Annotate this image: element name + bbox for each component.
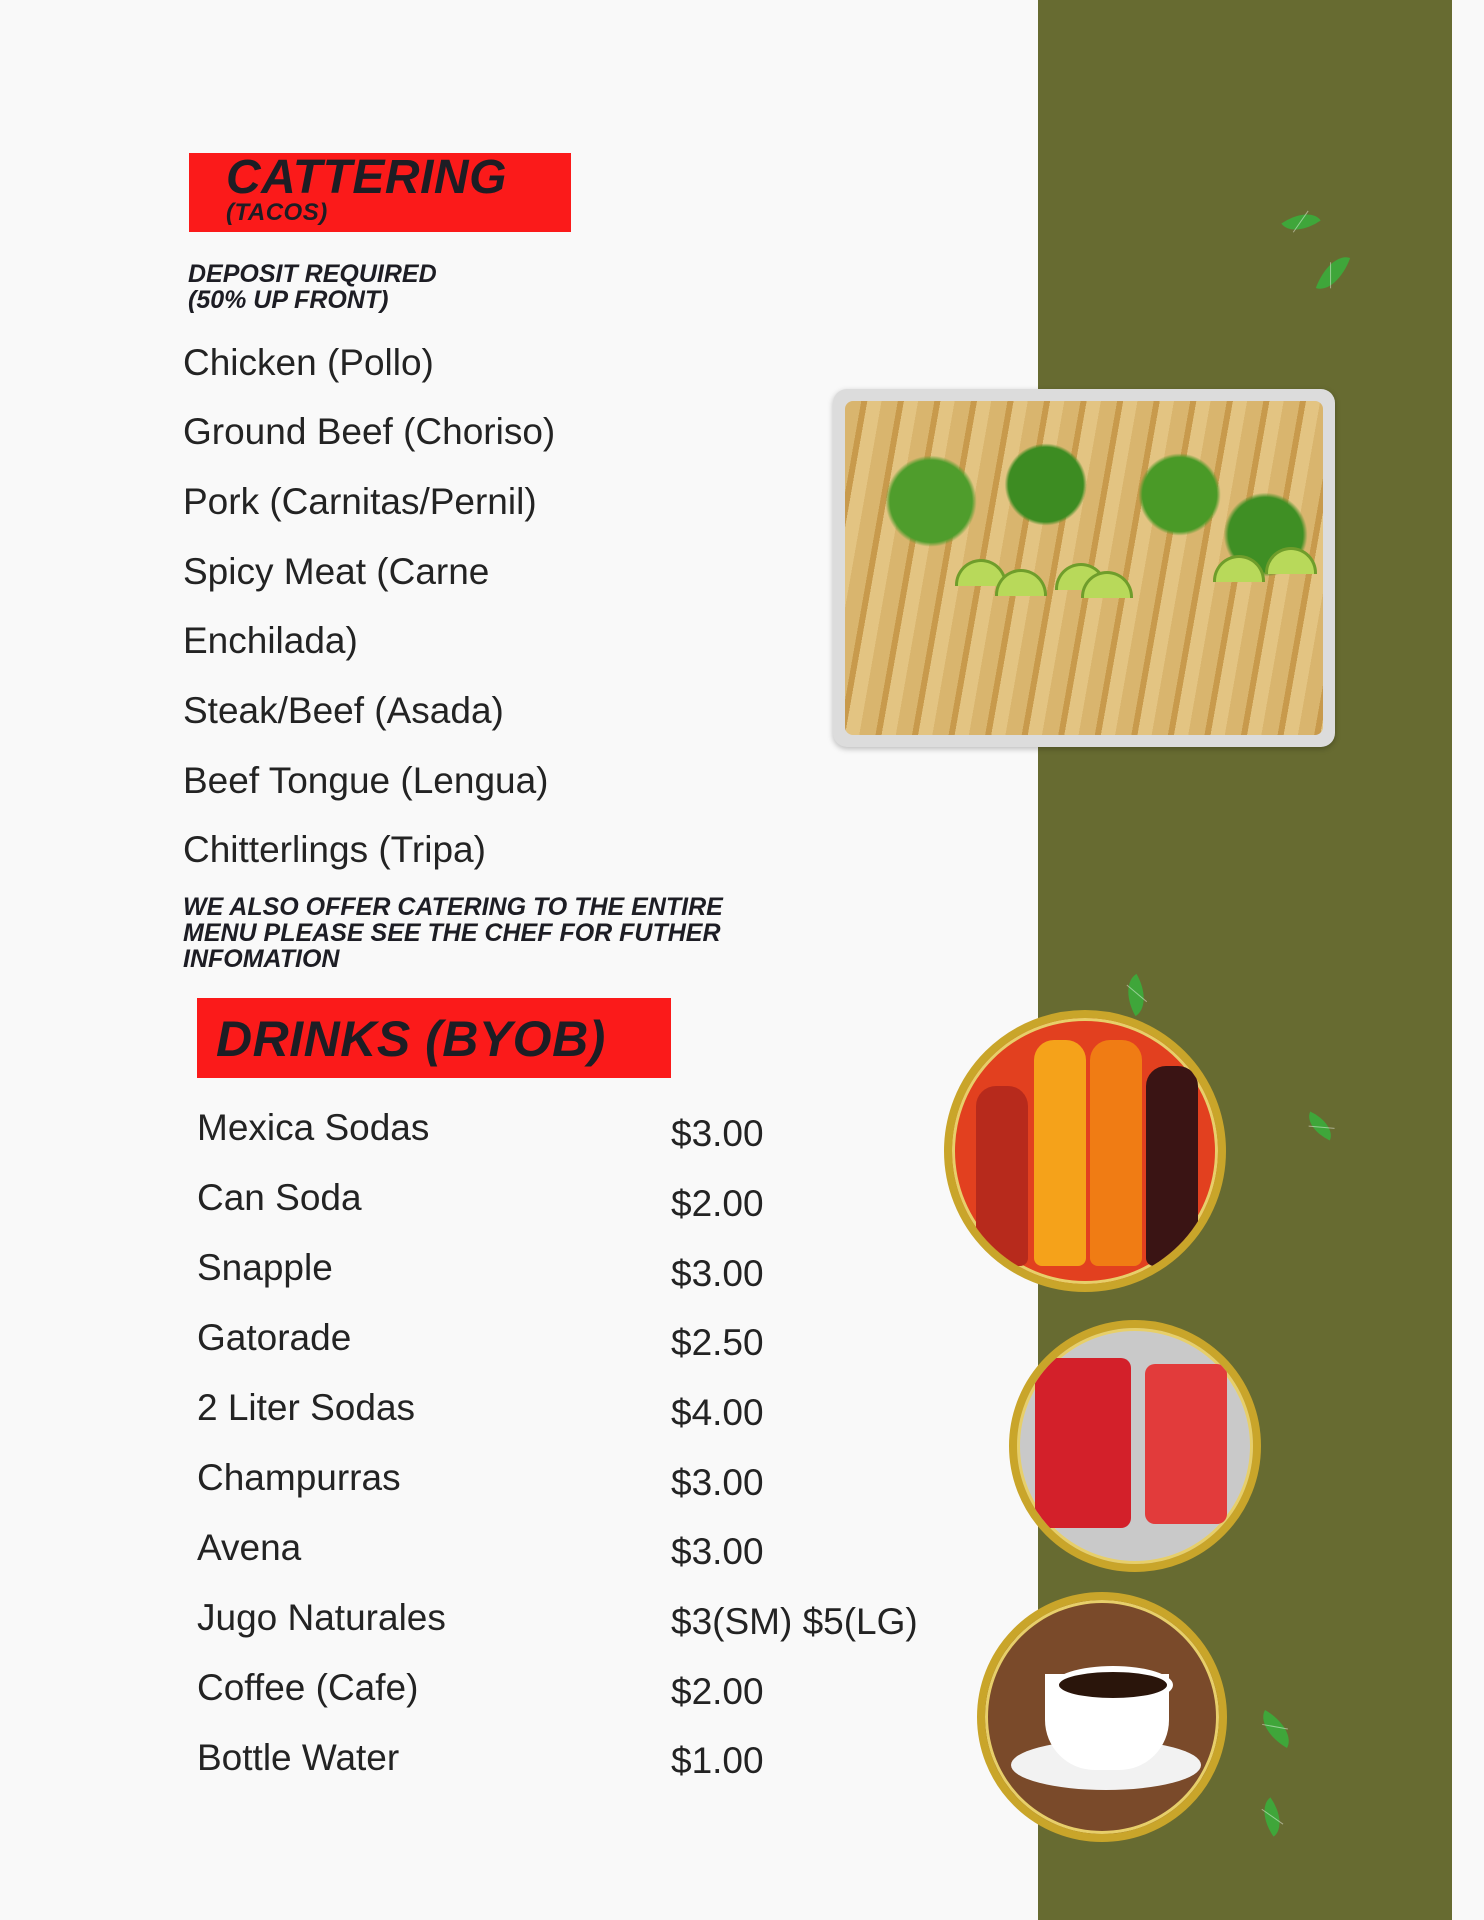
drink-name: Coffee (Cafe) bbox=[197, 1667, 419, 1708]
drink-price: $2.00 bbox=[671, 1671, 764, 1712]
catering-item: Chicken (Pollo) bbox=[183, 342, 434, 383]
catering-item: Beef Tongue (Lengua) bbox=[183, 760, 549, 801]
coffee-photo bbox=[977, 1592, 1227, 1842]
catering-subtitle: (TACOS) bbox=[226, 199, 328, 226]
drink-price: $1.00 bbox=[671, 1740, 764, 1781]
catering-item: Steak/Beef (Asada) bbox=[183, 690, 504, 731]
drink-name: Champurras bbox=[197, 1457, 401, 1498]
drink-name: Jugo Naturales bbox=[197, 1597, 446, 1638]
drink-price: $2.00 bbox=[671, 1183, 764, 1224]
catering-footnote-line-1: WE ALSO OFFER CATERING TO THE ENTIRE bbox=[183, 893, 723, 921]
drink-price: $3.00 bbox=[671, 1531, 764, 1572]
drink-name: 2 Liter Sodas bbox=[197, 1387, 416, 1428]
drink-name: Bottle Water bbox=[197, 1737, 400, 1778]
bottle-icon bbox=[1146, 1066, 1198, 1266]
can-icon bbox=[1145, 1364, 1227, 1524]
drinks-title: DRINKS (BYOB) bbox=[216, 1011, 606, 1067]
drink-name: Mexica Sodas bbox=[197, 1107, 430, 1148]
deposit-note-line-2: (50% UP FRONT) bbox=[188, 286, 389, 314]
catering-item: Enchilada) bbox=[183, 620, 358, 661]
tacos-image bbox=[845, 401, 1323, 735]
lime-slice-icon bbox=[1265, 547, 1317, 574]
catering-item: Spicy Meat (Carne bbox=[183, 551, 490, 592]
drink-price: $2.50 bbox=[671, 1322, 764, 1363]
catering-item: Pork (Carnitas/Pernil) bbox=[183, 481, 537, 522]
bottle-icon bbox=[1090, 1040, 1142, 1266]
coffee-surface bbox=[1053, 1666, 1173, 1704]
catering-item: Ground Beef (Choriso) bbox=[183, 411, 556, 452]
lime-slice-icon bbox=[1213, 555, 1265, 582]
cola-cans-photo bbox=[1009, 1320, 1261, 1572]
drink-price: $3.00 bbox=[671, 1462, 764, 1503]
drink-name: Can Soda bbox=[197, 1177, 362, 1218]
drink-price: $3.00 bbox=[671, 1253, 764, 1294]
catering-title: CATTERING bbox=[226, 151, 507, 204]
catering-item: Chitterlings (Tripa) bbox=[183, 829, 486, 870]
drink-price: $3(SM) $5(LG) bbox=[671, 1601, 918, 1642]
tacos-photo bbox=[833, 389, 1335, 747]
drink-name: Avena bbox=[197, 1527, 302, 1568]
drink-name: Gatorade bbox=[197, 1317, 352, 1358]
can-icon bbox=[1035, 1358, 1131, 1528]
catering-footnote-line-3: INFOMATION bbox=[183, 945, 340, 973]
deposit-note-line-1: DEPOSIT REQUIRED bbox=[188, 260, 437, 288]
drink-name: Snapple bbox=[197, 1247, 333, 1288]
catering-footnote-line-2: MENU PLEASE SEE THE CHEF FOR FUTHER bbox=[183, 919, 721, 947]
drink-price: $3.00 bbox=[671, 1113, 764, 1154]
bottle-icon bbox=[976, 1086, 1028, 1266]
drink-price: $4.00 bbox=[671, 1392, 764, 1433]
bottle-icon bbox=[1034, 1040, 1086, 1266]
mexican-sodas-photo bbox=[944, 1010, 1226, 1292]
